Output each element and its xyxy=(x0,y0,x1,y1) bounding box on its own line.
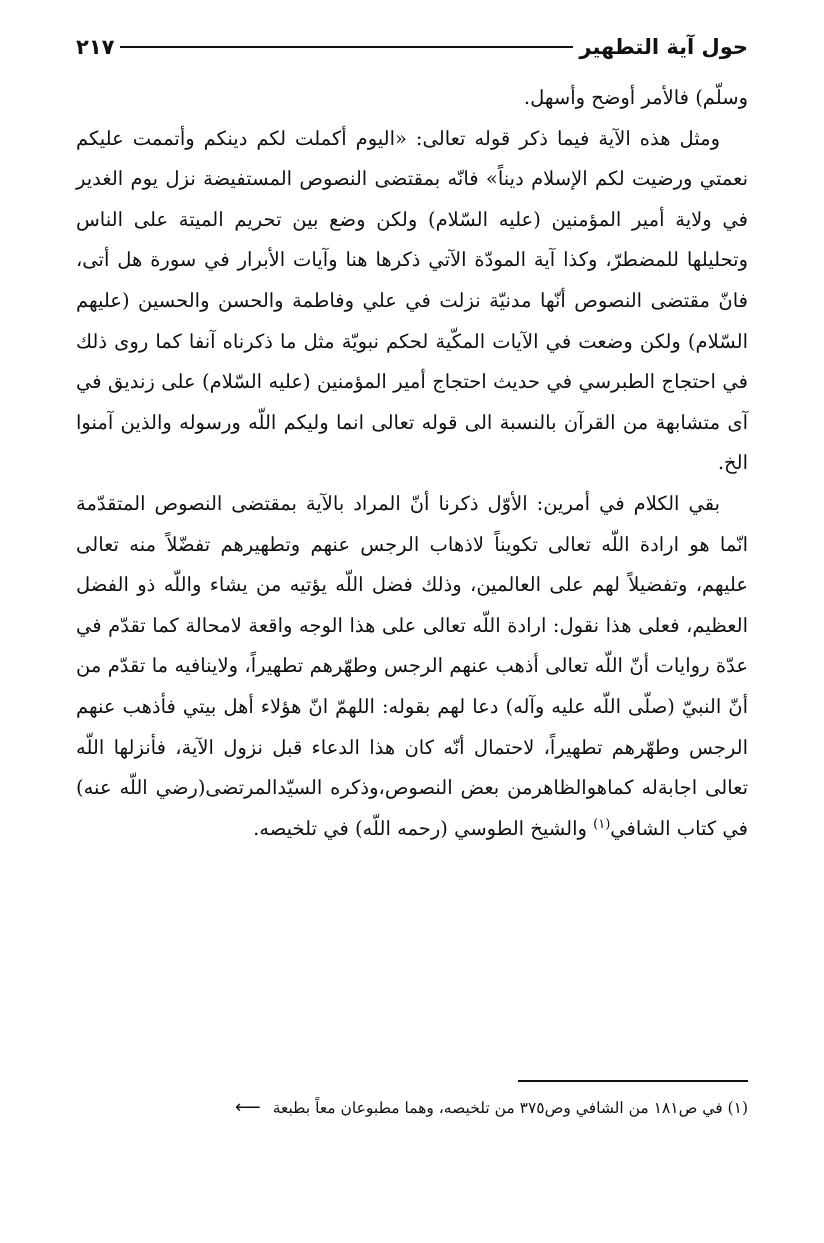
header-rule xyxy=(120,46,573,48)
footnote xyxy=(76,1094,748,1122)
footnote-divider xyxy=(518,1080,748,1082)
running-header xyxy=(76,30,748,64)
paragraph-3-tail: والشيخ الطوسي (رحمه اللّه) في تلخيصه. xyxy=(253,816,594,840)
footnote-text: (١) في ص١٨١ من الشافي وص٣٧٥ من تلخيصه، وهما مطبوعان معاً بطبعة xyxy=(272,1099,748,1117)
body-text xyxy=(76,78,748,849)
paragraph-1: وسلّم) فالأمر أوضح وأسهل. xyxy=(523,86,748,109)
continue-arrow-icon: ⟵ xyxy=(234,1097,261,1118)
page-number: ٢١٧ xyxy=(76,35,115,59)
paragraph-3 xyxy=(76,484,748,849)
running-title: حول آية التطهير xyxy=(579,35,748,59)
footnote-reference: (١) xyxy=(593,816,611,832)
paragraph-2: ومثل هذه الآية فيما ذكر قوله تعالى: «اليوم أكملت لكم دينكم وأتممت عليكم نعمتي ورضيت لكم الإسلام ديناً» فانّه بمقتضى النصوص المستفيضة نزل يوم الغدير في ولاية أمير المؤمنين (عليه السّلام) ولكن وضع بين تحريم الميتة على الناس وتحليلها للمضطرّ، وكذا آية المودّة الآتي ذكرها هنا وآيات الأبرار في سورة هل أتى، فانّ مقتضى النصوص أنّها مدنيّة نزلت في علي وفاطمة والحسن والحسين (عليهم السّلام) ولكن وضعت في الآيات المكّية لحكم نبويّة مثل ما ذكرناه آنفا كما روى ذلك في احتجاج الطبرسي في حديث احتجاج أمير المؤمنين (عليه السّلام) على زنديق في آى متشابهة من القرآن بالنسبة الى قوله تعالى انما وليكم اللّه ورسوله والذين آمنوا الخ. xyxy=(76,126,748,475)
paragraph-3-text: بقي الكلام في أمرين: الأوّل ذكرنا أنّ المراد بالآية بمقتضى النصوص المتقدّمة انّما هو ارادة اللّه تعالى تكويناً لاذهاب الرجس عنهم وتطهيرهم تفضّلاً منه تعالى عليهم، وتفضيلاً لهم على العالمين، وذلك فضل اللّه يؤتيه من يشاء واللّه ذو الفضل العظيم، فعلى هذا نقول: ارادة اللّه تعالى على هذا الوجه واقعة لامحالة كما تقدّم في عدّة روايات أنّ اللّه تعالى أذهب عنهم الرجس وطهّرهم تطهيراً، ولاينافيه ما تقدّم من أنّ النبيّ (صلّى اللّه عليه وآله) دعا لهم بقوله: اللهمّ انّ هؤلاء أهل بيتي فأذهب عنهم الرجس وطهّرهم تطهيراً، لاحتمال أنّه كان هذا الدعاء قبل نزول الآية، فأنزلها اللّه تعالى اجابةله كماهوالظاهرمن بعض النصوص،وذكره السيّدالمرتضى(رضي اللّه عنه) في كتاب الشافي xyxy=(76,491,748,840)
